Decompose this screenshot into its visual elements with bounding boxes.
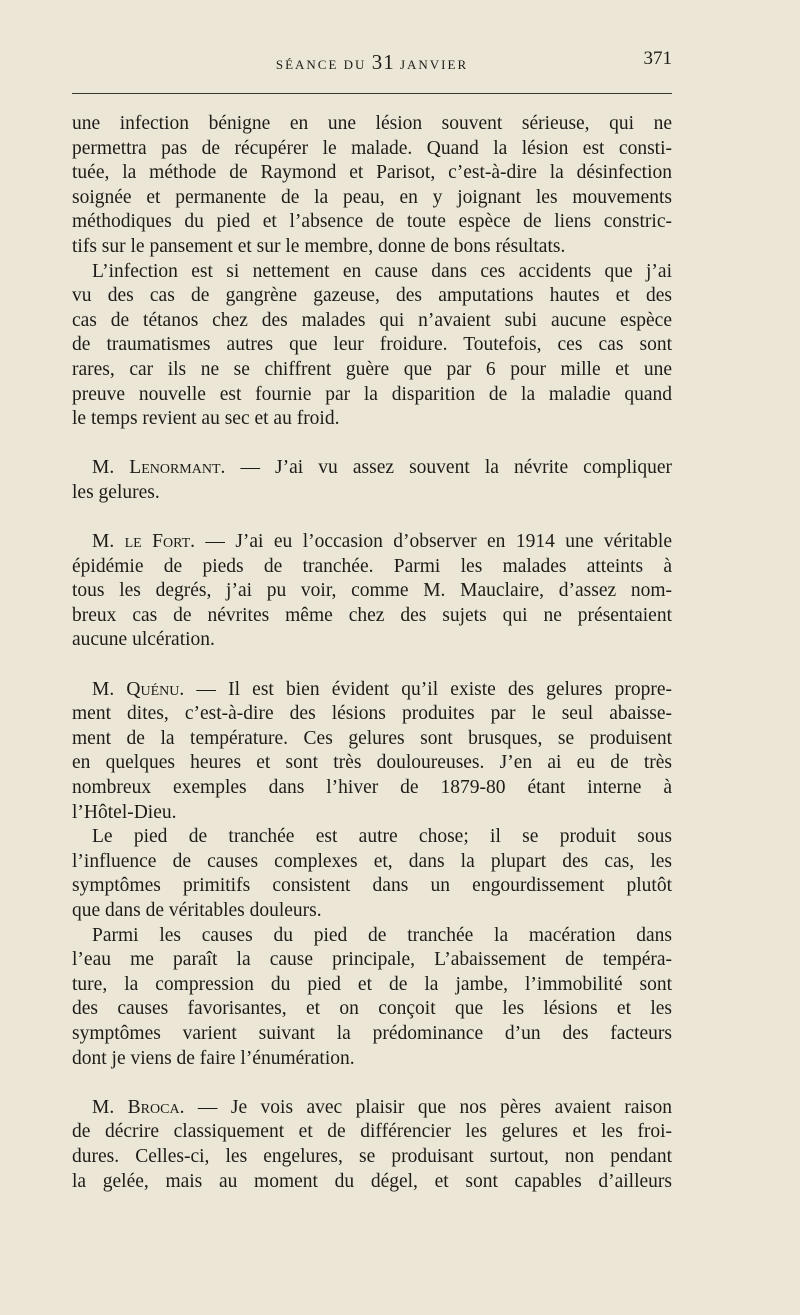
text-line: symptômes primitifs consistent dans un engourdissement plutôt	[72, 875, 672, 897]
text-line: rares, car ils ne se chiffrent guère que par 6 pour mille et une	[72, 358, 672, 380]
paragraph-gap	[72, 432, 672, 457]
speaker-name: M. Lenormant.	[92, 457, 226, 479]
body-text	[72, 112, 672, 1194]
text-line: preuve nouvelle est fournie par la disparition de la maladie quand	[72, 383, 672, 405]
text-line: méthodiques du pied et l’absence de toute espèce de liens constric-	[72, 211, 672, 233]
speech-text: — Je vois avec plaisir que nos pères avaient raison	[184, 1096, 672, 1118]
text-line: Parmi les causes du pied de tranchée la macération dans	[92, 924, 672, 946]
paragraph-gap	[72, 653, 672, 678]
text-line: dont je viens de faire l’énumération.	[72, 1047, 355, 1069]
text-line: nombreux exemples dans l’hiver de 1879-80 étant interne à	[72, 777, 672, 799]
running-title-month: JANVIER	[399, 57, 469, 72]
paragraph-infection	[72, 260, 672, 432]
text-line: de décrire classiquement et de différencier les gelures et les froi-	[72, 1121, 672, 1143]
running-title-day: 31	[371, 50, 395, 74]
speaker-name: M. le Fort.	[92, 531, 196, 553]
text-line: l’eau me paraît la cause principale, L’abaissement de tempéra-	[72, 949, 672, 971]
text-line: ment de la température. Ces gelures sont brusques, se produisent	[72, 727, 672, 749]
speech-text: — J’ai vu assez souvent la névrite compliquer	[225, 457, 672, 479]
text-line: dures. Celles-ci, les engelures, se produisant surtout, non pendant	[72, 1145, 672, 1167]
speaker-name: M. Quénu.	[92, 678, 185, 700]
speech-text: — Il est bien évident qu’il existe des gelures propre-	[184, 678, 672, 700]
running-head	[72, 50, 672, 74]
text-line: l’Hôtel-Dieu.	[72, 801, 177, 823]
text-line: permettra pas de récupérer le malade. Quand la lésion est consti-	[72, 137, 672, 159]
speaker-name: M. Broca.	[92, 1096, 185, 1118]
paragraph-le-fort	[72, 530, 672, 653]
text-line: épidémie de pieds de tranchée. Parmi les malades atteints à	[72, 555, 672, 577]
running-title	[72, 50, 672, 75]
text-line	[72, 456, 672, 481]
text-line: une infection bénigne en une lésion souvent sérieuse, qui ne	[72, 113, 672, 134]
running-title-prefix: SÉANCE DU	[275, 57, 367, 72]
text-line: tous les degrés, j’ai pu voir, comme M. Mauclaire, d’assez nom-	[72, 580, 672, 602]
text-line: les gelures.	[72, 481, 160, 503]
text-line	[72, 678, 672, 703]
text-line: aucune ulcération.	[72, 629, 215, 651]
paragraph-gap	[72, 506, 672, 531]
header-rule	[72, 93, 672, 94]
text-line	[72, 1096, 672, 1121]
text-line: des causes favorisantes, et on conçoit que les lésions et les	[72, 998, 672, 1020]
paragraph-gap	[72, 1071, 672, 1096]
paragraph-causes	[72, 924, 672, 1072]
text-line: cas de tétanos chez des malades qui n’avaient subi aucune espèce	[72, 309, 672, 331]
paragraph-pied-de-tranchee	[72, 825, 672, 923]
text-line: la gelée, mais au moment du dégel, et sont capables d’ailleurs	[72, 1170, 672, 1192]
text-line: tuée, la méthode de Raymond et Parisot, c’est-à-dire la désinfection	[72, 162, 672, 184]
paragraph-continuation	[72, 112, 672, 260]
text-line	[72, 530, 672, 555]
text-line: en quelques heures et sont très douloureuses. J’en ai eu de très	[72, 752, 672, 774]
text-line: ture, la compression du pied et de la jambe, l’immobilité sont	[72, 973, 672, 995]
text-line: de traumatismes autres que leur froidure. Toutefois, ces cas sont	[72, 334, 672, 356]
text-line: Le pied de tranchée est autre chose; il se produit sous	[92, 826, 672, 848]
page-number: 371	[643, 48, 672, 69]
text-line: symptômes varient suivant la prédominance d’un des facteurs	[72, 1022, 672, 1044]
text-line: que dans de véritables douleurs.	[72, 900, 322, 921]
speech-text: — J’ai eu l’occasion d’observer en 1914 une véritable	[195, 531, 672, 553]
text-line: le temps revient au sec et au froid.	[72, 408, 340, 430]
text-line: l’influence de causes complexes et, dans la plupart des cas, les	[72, 850, 672, 872]
text-line: vu des cas de gangrène gazeuse, des amputations hautes et des	[72, 285, 672, 307]
text-line: tifs sur le pansement et sur le membre, donne de bons résultats.	[72, 235, 566, 257]
text-line: L’infection est si nettement en cause dans ces accidents que j’ai	[92, 260, 672, 282]
text-line: soignée et permanente de la peau, en y joignant les mouvements	[72, 186, 672, 208]
paragraph-quenu	[72, 678, 672, 826]
text-line: ment dites, c’est-à-dire des lésions produites par le seul abaisse-	[72, 703, 672, 725]
text-line: breux cas de névrites même chez des sujets qui ne présentaient	[72, 604, 672, 626]
paragraph-broca	[72, 1096, 672, 1194]
paragraph-lenormant	[72, 456, 672, 505]
